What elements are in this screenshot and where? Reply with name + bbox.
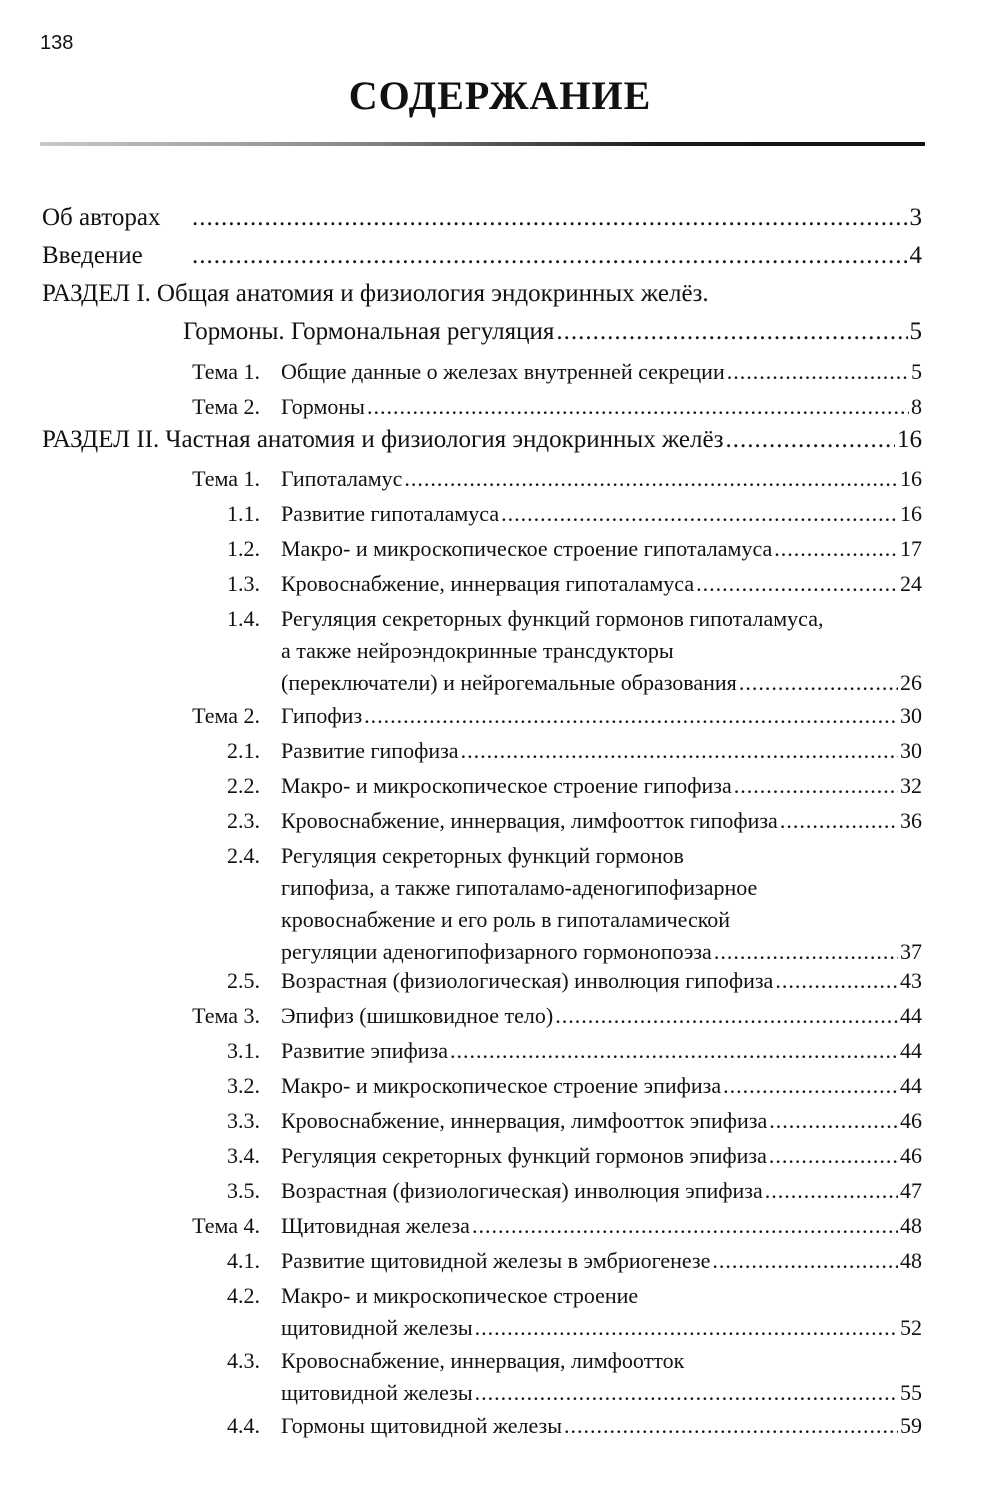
dot-leader bbox=[564, 1410, 898, 1442]
toc-entry-title: (переключатели) и нейрогемальные образования bbox=[281, 670, 737, 695]
toc-entry[interactable] bbox=[0, 1345, 922, 1409]
toc-page-number: 16 bbox=[900, 466, 922, 491]
toc-entry-title: Макро- и микроскопическое строение гипофиза bbox=[281, 773, 732, 798]
dot-leader bbox=[472, 1210, 898, 1242]
toc-entry-title: Регуляция секреторных функций гормонов эпифиза bbox=[281, 1143, 767, 1168]
toc-entry[interactable] bbox=[0, 1140, 922, 1172]
toc-entry[interactable] bbox=[0, 770, 922, 802]
toc-entry-label: 4.3. bbox=[227, 1348, 260, 1373]
toc-entry-label: 2.3. bbox=[227, 808, 260, 833]
toc-entry-title: Кровоснабжение, иннервация гипоталамуса bbox=[281, 571, 695, 596]
toc-entry[interactable] bbox=[0, 700, 922, 732]
toc-page-number: 16 bbox=[897, 426, 922, 453]
dot-leader bbox=[364, 700, 898, 732]
toc-entry-title: Развитие гипоталамуса bbox=[281, 501, 500, 526]
toc-entry-label: 1.1. bbox=[227, 501, 260, 526]
toc-entry-label: 3.1. bbox=[227, 1038, 260, 1063]
toc-entry[interactable] bbox=[0, 1280, 922, 1344]
toc-entry[interactable] bbox=[0, 1410, 922, 1442]
toc-entry-label: РАЗДЕЛ I. bbox=[42, 280, 151, 307]
toc-page-number: 44 bbox=[900, 1073, 922, 1098]
dot-leader bbox=[192, 242, 908, 270]
toc-page-number: 30 bbox=[900, 703, 922, 728]
toc-page-number: 36 bbox=[900, 808, 922, 833]
dot-leader bbox=[765, 1175, 898, 1207]
toc-entry-label: 2.4. bbox=[227, 843, 260, 868]
toc-page-number: 48 bbox=[900, 1248, 922, 1273]
toc-entry[interactable] bbox=[0, 1175, 922, 1207]
toc-page-number: 32 bbox=[900, 773, 922, 798]
toc-entry-title: Кровоснабжение, иннервация, лимфоотток bbox=[281, 1348, 685, 1373]
toc-entry[interactable] bbox=[0, 1070, 922, 1102]
dot-leader bbox=[725, 426, 895, 454]
toc-entry[interactable] bbox=[42, 280, 922, 356]
title-rule bbox=[40, 142, 925, 146]
toc-page-number: 47 bbox=[900, 1178, 922, 1203]
toc-entry-label: 1.4. bbox=[227, 606, 260, 631]
toc-entry[interactable] bbox=[0, 463, 922, 495]
toc-page-number: 24 bbox=[900, 571, 922, 596]
toc-page-number: 16 bbox=[900, 501, 922, 526]
toc-entry-title: Гипофиз bbox=[281, 703, 363, 728]
toc-entry-title: Регуляция секреторных функций гормонов bbox=[281, 843, 684, 868]
toc-entry-label: 1.3. bbox=[227, 571, 260, 596]
toc-entry-title: регуляции аденогипофизарного гормонопоэза bbox=[281, 939, 712, 964]
toc-entry-title: щитовидной железы bbox=[281, 1315, 473, 1340]
toc-entry-title: щитовидной железы bbox=[281, 1380, 473, 1405]
toc-entry-title: Развитие щитовидной железы в эмбриогенезе bbox=[281, 1248, 711, 1273]
toc-entry-title: кровоснабжение и его роль в гипоталамической bbox=[281, 907, 731, 932]
toc-page-number: 43 bbox=[900, 968, 922, 993]
toc-entry-label: 1.2. bbox=[227, 536, 260, 561]
toc-entry[interactable] bbox=[0, 735, 922, 767]
toc-entry-title: Об авторах bbox=[42, 204, 161, 231]
toc-entry-title: Регуляция секреторных функций гормонов гипоталамуса, bbox=[281, 606, 824, 631]
dot-leader bbox=[556, 318, 907, 346]
toc-entry-label: 3.3. bbox=[227, 1108, 260, 1133]
toc-entry[interactable] bbox=[0, 498, 922, 530]
toc-page-number: 48 bbox=[900, 1213, 922, 1238]
dot-leader bbox=[739, 667, 898, 699]
toc-entry-label: Тема 1. bbox=[192, 359, 260, 384]
toc-entry[interactable] bbox=[0, 1000, 922, 1032]
dot-leader bbox=[555, 1000, 898, 1032]
toc-page-number: 30 bbox=[900, 738, 922, 763]
toc-entry-label: 2.5. bbox=[227, 968, 260, 993]
dot-leader bbox=[774, 533, 898, 565]
toc-page-number: 46 bbox=[900, 1143, 922, 1168]
page-title: СОДЕРЖАНИЕ bbox=[348, 73, 652, 118]
toc-page-number: 44 bbox=[900, 1038, 922, 1063]
dot-leader bbox=[714, 936, 898, 968]
toc-entry[interactable] bbox=[0, 840, 922, 968]
toc-entry-title: Развитие гипофиза bbox=[281, 738, 459, 763]
toc-entry-title: Макро- и микроскопическое строение эпифиза bbox=[281, 1073, 722, 1098]
toc-page-number: 5 bbox=[909, 318, 922, 345]
dot-leader bbox=[734, 770, 898, 802]
toc-entry-title: Макро- и микроскопическое строение bbox=[281, 1283, 639, 1308]
dot-leader bbox=[769, 1140, 898, 1172]
toc-entry-title: Введение bbox=[42, 242, 143, 269]
toc-entry[interactable] bbox=[0, 805, 922, 837]
toc-page-number: 46 bbox=[900, 1108, 922, 1133]
dot-leader bbox=[727, 356, 909, 388]
toc-entry-title: Гормоны щитовидной железы bbox=[281, 1413, 563, 1438]
toc-entry[interactable] bbox=[0, 1035, 922, 1067]
toc-entry-label: Тема 2. bbox=[192, 703, 260, 728]
toc-entry-label: 3.5. bbox=[227, 1178, 260, 1203]
dot-leader bbox=[775, 965, 898, 997]
dot-leader bbox=[780, 805, 898, 837]
dot-leader bbox=[475, 1377, 898, 1409]
toc-entry-title: а также нейроэндокринные трансдукторы bbox=[281, 638, 674, 663]
toc-entry-label: 4.1. bbox=[227, 1248, 260, 1273]
toc-entry-title: Гормоны. Гормональная регуляция bbox=[183, 318, 555, 345]
toc-entry[interactable] bbox=[42, 426, 922, 464]
toc-page-number: 17 bbox=[900, 536, 922, 561]
toc-entry-label: 4.4. bbox=[227, 1413, 260, 1438]
toc-entry-title: Гормоны bbox=[281, 394, 365, 419]
dot-leader bbox=[192, 204, 908, 232]
toc-entry[interactable] bbox=[0, 965, 922, 997]
toc-page-number: 55 bbox=[900, 1380, 922, 1405]
toc-entry-title: Макро- и микроскопическое строение гипоталамуса bbox=[281, 536, 773, 561]
toc-entry-label: Тема 1. bbox=[192, 466, 260, 491]
toc-page-number: 44 bbox=[900, 1003, 922, 1028]
toc-entry-label: 2.1. bbox=[227, 738, 260, 763]
toc-entry-label: Тема 2. bbox=[192, 394, 260, 419]
dot-leader bbox=[769, 1105, 898, 1137]
toc-entry[interactable] bbox=[0, 1210, 922, 1242]
toc-entry-title: гипофиза, а также гипоталамо-аденогипофизарное bbox=[281, 875, 758, 900]
toc-entry[interactable] bbox=[0, 1245, 922, 1277]
toc-entry[interactable] bbox=[0, 1105, 922, 1137]
toc-entry[interactable] bbox=[0, 356, 922, 388]
toc-entry-title: Кровоснабжение, иннервация, лимфоотток гипофиза bbox=[281, 808, 778, 833]
toc-page-number: 8 bbox=[911, 394, 922, 419]
dot-leader bbox=[461, 735, 898, 767]
toc-entry[interactable] bbox=[0, 568, 922, 600]
dot-leader bbox=[450, 1035, 898, 1067]
toc-entry-title: Развитие эпифиза bbox=[281, 1038, 448, 1063]
toc-entry[interactable] bbox=[0, 603, 922, 699]
toc-page-number: 3 bbox=[909, 204, 922, 231]
toc-entry-label: РАЗДЕЛ II. bbox=[42, 426, 160, 453]
toc-entry-label: 2.2. bbox=[227, 773, 260, 798]
toc-entry[interactable] bbox=[0, 391, 922, 423]
toc-entry-title: Частная анатомия и физиология эндокринных желёз bbox=[165, 426, 724, 453]
toc-entry-title: Общая анатомия и физиология эндокринных желёз. bbox=[156, 280, 709, 307]
toc-entry-label: 4.2. bbox=[227, 1283, 260, 1308]
toc-entry-title: Возрастная (физиологическая) инволюция гипофиза bbox=[281, 968, 774, 993]
dot-leader bbox=[696, 568, 898, 600]
toc-entry[interactable] bbox=[42, 204, 922, 242]
toc-entry[interactable] bbox=[42, 242, 922, 280]
toc-page-number: 59 bbox=[900, 1413, 922, 1438]
toc-entry-label: Тема 4. bbox=[192, 1213, 260, 1238]
dot-leader bbox=[475, 1312, 898, 1344]
toc-page-number: 4 bbox=[909, 242, 922, 269]
dot-leader bbox=[723, 1070, 898, 1102]
toc-entry-label: 3.2. bbox=[227, 1073, 260, 1098]
dot-leader bbox=[712, 1245, 898, 1277]
dot-leader bbox=[404, 463, 898, 495]
toc-entry[interactable] bbox=[0, 533, 922, 565]
toc-entry-title: Общие данные о железах внутренней секреции bbox=[281, 359, 725, 384]
toc-entry-title: Гипоталамус bbox=[281, 466, 403, 491]
toc-page-number: 26 bbox=[900, 670, 922, 695]
page-number: 138 bbox=[40, 32, 74, 54]
toc-entry-label: Тема 3. bbox=[192, 1003, 260, 1028]
toc-entry-title: Возрастная (физиологическая) инволюция эпифиза bbox=[281, 1178, 763, 1203]
toc-page-number: 5 bbox=[911, 359, 922, 384]
toc-entry-title: Щитовидная железа bbox=[281, 1213, 470, 1238]
toc-entry-title: Кровоснабжение, иннервация, лимфоотток эпифиза bbox=[281, 1108, 768, 1133]
toc-entry-title: Эпифиз (шишковидное тело) bbox=[281, 1003, 554, 1028]
dot-leader bbox=[367, 391, 909, 423]
toc-entry-label: 3.4. bbox=[227, 1143, 260, 1168]
toc-page-number: 37 bbox=[900, 939, 922, 964]
dot-leader bbox=[501, 498, 898, 530]
toc-page-number: 52 bbox=[900, 1315, 922, 1340]
